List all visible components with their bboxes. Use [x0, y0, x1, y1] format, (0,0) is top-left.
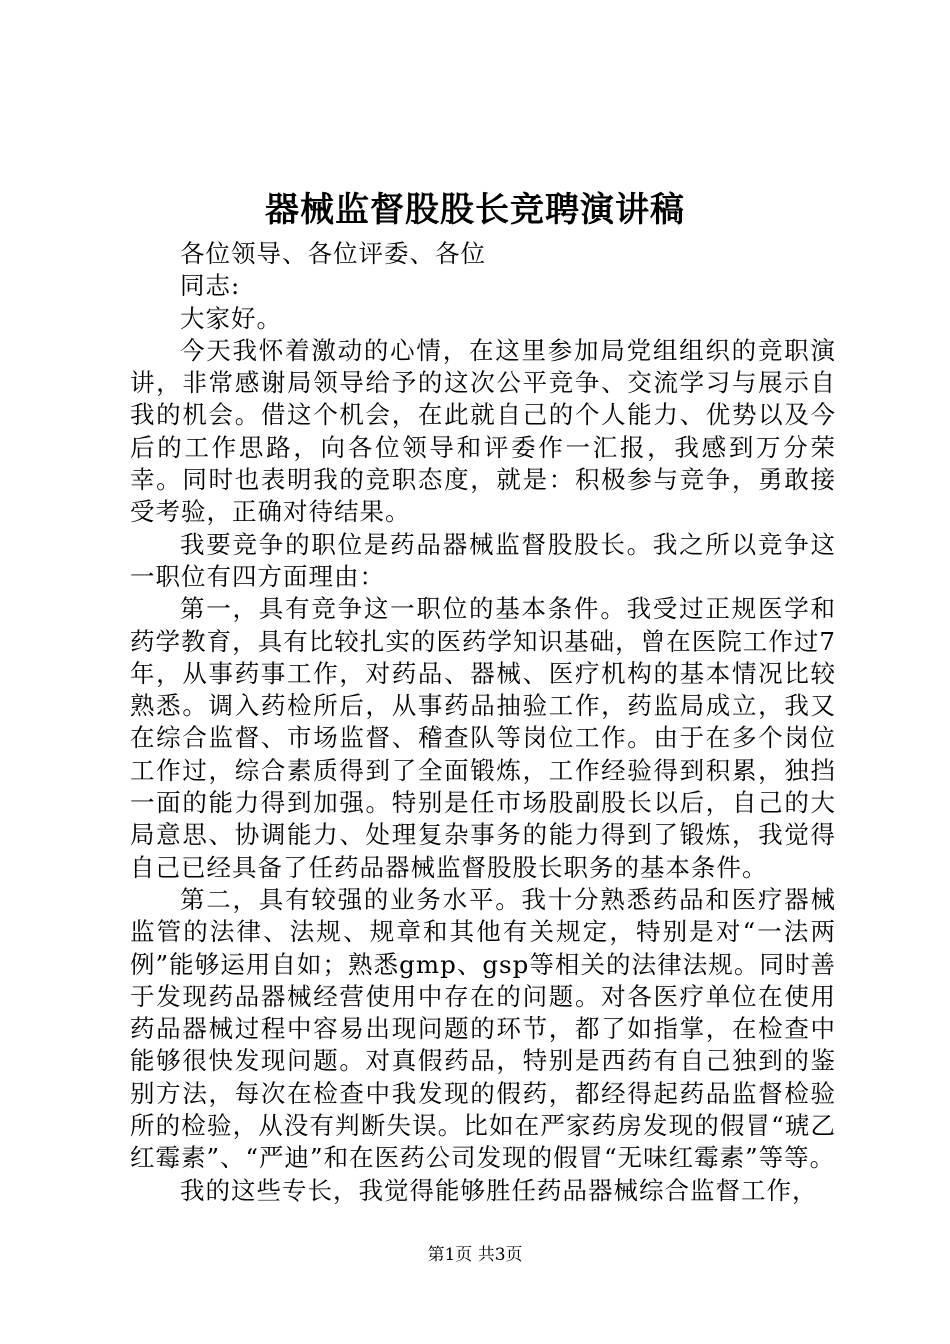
paragraph-3: 第一，具有竞争这一职位的基本条件。我受过正规医学和药学教育，具有比较扎实的医药学知识基础，曾在医院工作过7年，从事药事工作，对药品、器械、医疗机构的基本情况比较熟悉。调入药检所后，从事药品抽验工作，药监局成立，我又在综合监督、市场监督、稽查队等岗位工作。由于在多个岗位工作过，综合素质得到了全面锻炼，工作经验得到积累，独挡一面的能力得到加强。特别是任市场股副股长以后，自己的大局意思、协调能力、处理复杂事务的能力得到了锻炼，我觉得自己已经具备了任药品器械监督股股长职务的基本条件。: [130, 594, 836, 882]
document-title: 器械监督股股长竞聘演讲稿: [265, 190, 685, 230]
paragraph-4: 第二，具有较强的业务水平。我十分熟悉药品和医疗器械监管的法律、法规、规章和其他有关规定，特别是对“一法两例”能够运用自如；熟悉gmp、gsp等相关的法律法规。同时善于发现药品器械经营使用中存在的问题。对各医疗单位在使用药品器械过程中容易出现问题的环节，都了如指掌，在检查中能够很快发现问题。对真假药品，特别是西药有自己独到的鉴别方法，每次在检查中我发现的假药，都经得起药品监督检验所的检验，从没有判断失误。比如在严家药房发现的假冒“琥乙红霉素”、“严迪”和在医药公司发现的假冒“无味红霉素”等等。: [130, 884, 836, 1173]
paragraph-5: 我的这些专长，我觉得能够胜任药品器械综合监督工作，: [180, 1175, 818, 1205]
page-footer: 第1页 共3页: [427, 1245, 523, 1265]
greeting: 大家好。: [180, 303, 282, 333]
paragraph-2: 我要竞争的职位是药品器械监督股股长。我之所以竞争这一职位有四方面理由：: [130, 529, 836, 591]
document-body: [130, 238, 836, 1207]
salutation-line-2: 同志:: [180, 271, 241, 301]
salutation-line-1: 各位领导、各位评委、各位: [180, 239, 486, 268]
paragraph-1: 今天我怀着激动的心情，在这里参加局党组组织的竞职演讲，非常感谢局领导给予的这次公平竞争、交流学习与展示自我的机会。借这个机会，在此就自己的个人能力、优势以及今后的工作思路，向各位领导和评委作一汇报，我感到万分荣幸。同时也表明我的竞职态度，就是：积极参与竞争，勇敢接受考验，正确对待结果。: [130, 335, 836, 527]
